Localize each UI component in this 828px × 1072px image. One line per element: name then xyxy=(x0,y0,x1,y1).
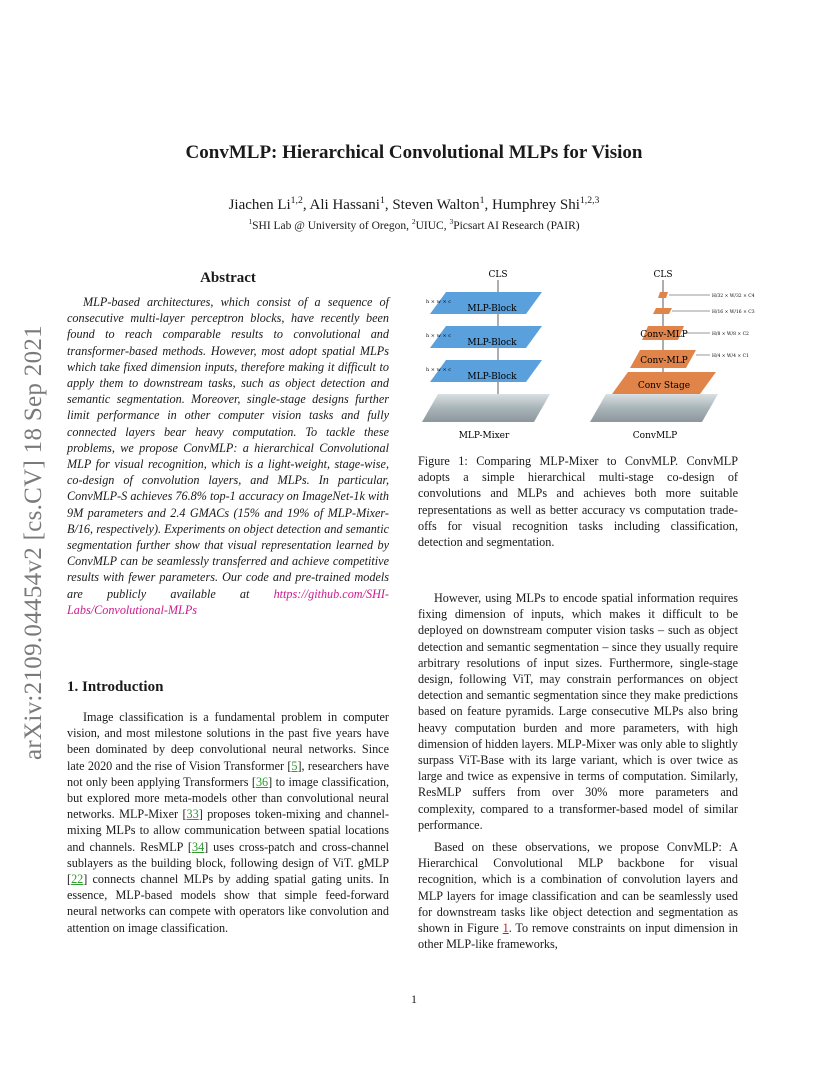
intro-text: ] connects channel MLPs by adding spatial gating units. In essence, MLP-based models show that simple feed-forward neural networks can compete with operators like convolution and attention on image classification. xyxy=(67,872,389,935)
affiliation: UIUC, xyxy=(415,219,450,232)
mixer-dim: h × w × c xyxy=(426,333,452,339)
conv-dim: H/8 × W/8 × C2 xyxy=(712,332,749,337)
intro-text: ], researchers have not only been applying Transformers [ xyxy=(67,758,389,789)
figure-1 xyxy=(418,264,755,454)
conv-dim: H/4 × W/4 × C1 xyxy=(712,354,749,359)
conv-dim: H/32 × W/32 × C4 xyxy=(712,294,755,299)
mixer-dim: h × w × c xyxy=(426,367,452,373)
intro-text: ] to image classification, but explored more meta-models other than convolutional neural networks. MLP-Mixer [ xyxy=(67,774,389,822)
intro-heading: 1. Introduction xyxy=(67,679,164,695)
abstract-text xyxy=(67,294,389,618)
mlp-mixer-diagram xyxy=(422,270,550,441)
abstract-body xyxy=(67,294,389,618)
author-affil-sup: 1 xyxy=(479,195,485,206)
author-affil-sup: 1,2,3 xyxy=(579,195,600,206)
affiliations xyxy=(0,217,828,232)
citation-link[interactable]: 5 xyxy=(291,758,298,773)
right-text: . To remove constraints on input dimension in other MLP-like frameworks, xyxy=(418,921,738,952)
arxiv-identifier: arXiv:2109.04454v2 [cs.CV] 18 Sep 2021 xyxy=(20,325,47,760)
author: Humphrey Shi xyxy=(491,197,580,213)
conv-block-label: Conv-MLP xyxy=(640,330,688,340)
citation-link[interactable]: 33 xyxy=(186,807,199,822)
affil-sup: 3 xyxy=(449,217,454,226)
citation-link[interactable]: 22 xyxy=(71,872,84,887)
figure-diagram xyxy=(418,264,755,454)
author-affil-sup: 1,2 xyxy=(290,195,303,206)
right-text: Based on these observations, we propose ConvMLP: A Hierarchical Convolutional MLP backbone for visual recognition, which is a combination of convolution layers and MLP layers for image classification and can be seamlessly used for downstream tasks like object detection and segmentation as shown in Figure xyxy=(418,840,738,936)
convmlp-label: ConvMLP xyxy=(632,431,678,441)
conv-block-label: Conv-MLP xyxy=(640,356,688,366)
input-image xyxy=(422,394,550,422)
conv-stage-3 xyxy=(653,308,672,314)
conv-dim: H/16 × W/16 × C3 xyxy=(712,310,755,315)
author-sep: , xyxy=(302,197,310,213)
intro-body xyxy=(67,709,389,936)
abstract-paragraph: MLP-based architectures, which consist of a sequence of consecutive multi-layer perceptron blocks, have recently been found to reach comparable results to convolutional and transformer-based methods. However, most adopt spatial MLPs which take fixed dimension inputs, therefore making it difficult to apply them to downstream tasks, such as object detection and semantic segmentation. Moreover, single-stage designs further limit performance in other computer vision tasks and fully connected layers bear heavy computation. To tackle these problems, we propose ConvMLP: a hierarchical Convolutional MLP for visual recognition, which is a light-weight, stage-wise, co-design of convolution layers, and MLPs. In particular, ConvMLP-S achieves 76.8% top-1 accuracy on ImageNet-1k with 9M parameters and 2.4 GMACs (15% and 19% of MLP-Mixer-B/16, respectively). Experiments on object detection and semantic segmentation further show that visual representation learned by ConvMLP can be seamlessly transferred and achieve competitive results with fewer parameters. Our code and pre-trained models are publicly available at xyxy=(67,295,389,601)
author: Steven Walton xyxy=(392,197,480,213)
affiliation: Picsart AI Research (PAIR) xyxy=(453,219,580,232)
mixer-block-label: MLP-Block xyxy=(467,372,517,382)
cls-label: CLS xyxy=(488,270,508,280)
right-column-body xyxy=(418,590,738,952)
input-image xyxy=(590,394,718,422)
intro-text: ] uses cross-patch and cross-channel sublayers as the building block, following design of ViT. gMLP [ xyxy=(67,839,389,887)
cls-label: CLS xyxy=(653,270,673,280)
right-paragraph-2 xyxy=(418,839,738,952)
affiliation: SHI Lab @ University of Oregon, xyxy=(252,219,412,232)
code-link[interactable]: https://github.com/SHI-Labs/Convolutional-MLPs xyxy=(67,586,389,617)
conv-block-label: Conv Stage xyxy=(637,381,691,391)
caption-text: Figure 1: Comparing MLP-Mixer to ConvMLP. ConvMLP adopts a simple hierarchical multi-stage co-design of convolutions and MLPs and achieves both more suitable representations as well as better accuracy vs computation trade-offs for visual recognition tasks including classification, detection and segmentation. xyxy=(418,454,738,550)
author: Ali Hassani xyxy=(309,197,380,213)
author-list xyxy=(0,195,828,214)
mlp-mixer-label: MLP-Mixer xyxy=(458,431,510,441)
paper-title: ConvMLP: Hierarchical Convolutional MLPs for Vision xyxy=(185,142,643,163)
figure-ref-link[interactable]: 1 xyxy=(502,921,509,936)
page-number: 1 xyxy=(411,992,417,1006)
figure-caption xyxy=(418,453,738,550)
author: Jiachen Li xyxy=(228,197,291,213)
citation-link[interactable]: 36 xyxy=(255,774,269,789)
mixer-block-label: MLP-Block xyxy=(467,338,517,348)
author-sep: , xyxy=(384,197,393,213)
intro-paragraph xyxy=(67,709,389,936)
convmlp-diagram xyxy=(590,270,755,441)
abstract-heading: Abstract xyxy=(200,270,256,286)
intro-text: Image classification is a fundamental problem in computer vision, and most milestone solutions in the past five years have been dominated by deep convolutional neural networks. Since late 2020 and the rise of Vision Transformer [ xyxy=(67,710,389,773)
affil-sup: 2 xyxy=(411,217,416,226)
mixer-block-label: MLP-Block xyxy=(467,304,517,314)
intro-text: ] proposes token-mixing and channel-mixing MLPs to allow communication between spatial locations and channels. ResMLP [ xyxy=(67,807,390,854)
author-affil-sup: 1 xyxy=(379,195,385,206)
right-paragraph-1: However, using MLPs to encode spatial information requires fixing dimension of inputs, which makes it difficult to be deployed on downstream computer vision tasks – such as object detection and semantic segmentation – since they usually require arbitrary resolutions of input sizes. Furthermore, single-stage design, following ViT, may constrain performances on object detection and semantic segmentation since they make predictions based on feature pyramids. Large consecutive MLPs also bring heavy computation burden and more parameters, with high dimension of hidden layers. MLP-Mixer was only able to slightly surpass ViT-Base with its large variant, which is over twice as large and twice as expensive in terms of computation. Similarly, ResMLP suffers from over 30% more parameters and complexity, compared to a transformer-based model of similar performance. xyxy=(418,591,738,832)
citation-link[interactable]: 34 xyxy=(191,839,205,854)
author-sep: , xyxy=(484,197,492,213)
conv-stage-4 xyxy=(658,292,668,298)
mixer-dim: h × w × c xyxy=(426,299,452,305)
affil-sup: 1 xyxy=(248,217,253,226)
